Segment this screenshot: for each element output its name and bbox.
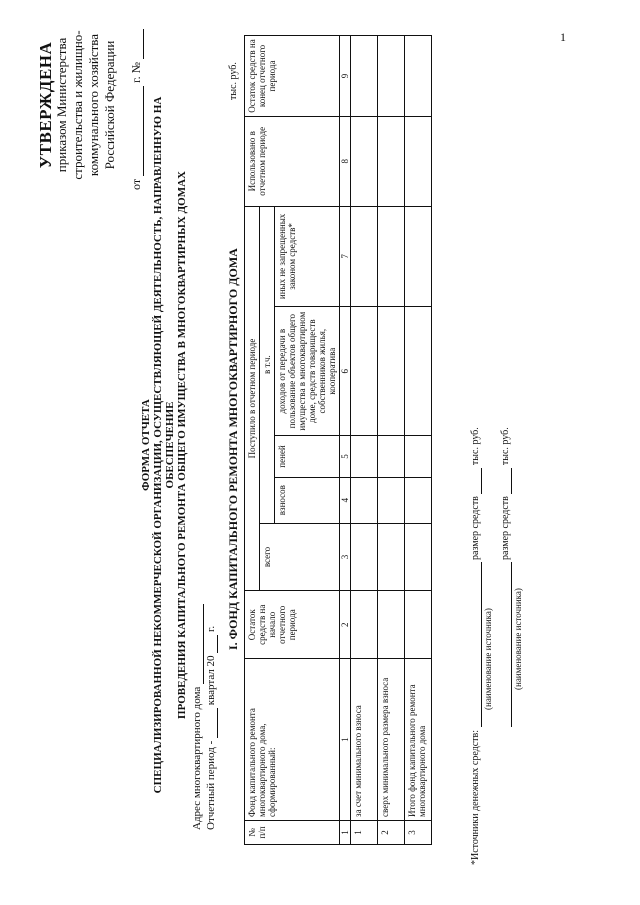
form-title-line-1: ФОРМА ОТЧЕТА xyxy=(140,399,152,491)
header-penalties: пеней xyxy=(275,436,340,478)
table-cell[interactable] xyxy=(378,116,405,206)
col-number: 1 xyxy=(340,820,351,844)
source-caption-2: (наименование источника) xyxy=(513,588,523,690)
units-label: тыс. руб. xyxy=(228,62,239,100)
amount-unit-2: тыс. руб. xyxy=(500,427,511,466)
year-blank[interactable] xyxy=(206,635,218,653)
table-cell[interactable] xyxy=(405,436,432,478)
address-label: Адрес многоквартирного дома xyxy=(191,686,203,830)
approval-line-1: приказом Министерства xyxy=(54,37,69,173)
col-number: 6 xyxy=(340,307,351,436)
row-no: 1 xyxy=(351,820,378,844)
row-no: 2 xyxy=(378,820,405,844)
row-no: 3 xyxy=(405,820,432,844)
col-number: 2 xyxy=(340,591,351,659)
header-income: доходов от передачи в пользование объектов общего имущества в многоквартирном доме, средств товариществ собственников жилья, кооператива xyxy=(275,307,340,436)
table-row xyxy=(378,36,405,845)
form-title xyxy=(140,75,188,815)
col-number: 7 xyxy=(340,206,351,307)
table-header-row-1 xyxy=(245,36,260,845)
table-cell[interactable] xyxy=(378,36,405,117)
capital-repair-fund-table xyxy=(244,35,432,845)
footnote-row-1 xyxy=(470,305,500,865)
approval-block xyxy=(38,20,144,190)
footnote-sources xyxy=(470,305,530,865)
form-title-line-3: ПРОВЕДЕНИЯ КАПИТАЛЬНОГО РЕМОНТА ОБЩЕГО ИМУЩЕСТВА В МНОГОКВАРТИРНЫХ ДОМАХ xyxy=(176,171,188,719)
table-cell[interactable] xyxy=(378,523,405,591)
amount-label-2: размер средств xyxy=(500,496,511,560)
approval-number-label: г. № xyxy=(129,61,143,83)
footnote-row-2 xyxy=(500,305,530,865)
header-total: всего xyxy=(260,523,340,591)
year-suffix: г. xyxy=(205,625,217,632)
header-received: Поступило в отчетном периоде xyxy=(245,206,260,591)
source-caption-1: (наименование источника) xyxy=(483,608,493,710)
approval-number-blank[interactable] xyxy=(143,29,144,59)
amount-blank-1[interactable] xyxy=(470,468,482,494)
table-cell[interactable] xyxy=(351,477,378,523)
table-column-numbers xyxy=(340,36,351,845)
approval-from-label: от xyxy=(129,178,143,190)
header-used: Использовано в отчетном периоде xyxy=(245,116,340,206)
table-cell[interactable] xyxy=(378,307,405,436)
table-cell[interactable] xyxy=(351,206,378,307)
header-fund: Фонд капитального ремонта многоквартирного дома, сформированный: xyxy=(245,659,340,821)
header-other: иных не запрещенных законом средств* xyxy=(275,206,340,307)
table-cell[interactable] xyxy=(378,206,405,307)
table-cell[interactable] xyxy=(405,591,432,659)
col-number: 4 xyxy=(340,477,351,523)
table-cell[interactable] xyxy=(351,591,378,659)
approval-heading: УТВЕРЖДЕНА xyxy=(36,41,55,169)
table-cell[interactable] xyxy=(405,523,432,591)
row-label: Итого фонд капитального ремонта многоквартирного дома xyxy=(405,659,432,821)
table-cell[interactable] xyxy=(351,307,378,436)
table-cell[interactable] xyxy=(351,523,378,591)
table-cell[interactable] xyxy=(378,591,405,659)
table-cell[interactable] xyxy=(405,116,432,206)
row-label: сверх минимального размера взноса xyxy=(378,659,405,821)
section-title: I. ФОНД КАПИТАЛЬНОГО РЕМОНТА МНОГОКВАРТИРНОГО ДОМА xyxy=(226,248,240,650)
amount-unit-1: тыс. руб. xyxy=(470,427,481,466)
table-cell[interactable] xyxy=(405,477,432,523)
header-including: в т.ч. xyxy=(260,206,275,523)
table-cell[interactable] xyxy=(378,436,405,478)
col-number: 8 xyxy=(340,116,351,206)
table-cell[interactable] xyxy=(405,36,432,117)
header-start-balance: Остаток средств на начало отчетного периода xyxy=(245,591,340,659)
quarter-label: квартал 20 xyxy=(205,655,217,706)
table-cell[interactable] xyxy=(378,477,405,523)
table-row xyxy=(405,36,432,845)
quarter-blank[interactable] xyxy=(206,708,218,738)
table-cell[interactable] xyxy=(405,206,432,307)
approval-line-4: Российской Федерации xyxy=(102,40,117,170)
table-cell[interactable] xyxy=(351,116,378,206)
approval-line-2: строительства и жилищно- xyxy=(70,30,85,180)
amount-blank-2[interactable] xyxy=(500,468,512,494)
page-number: 1 xyxy=(560,30,566,44)
address-block xyxy=(190,604,218,830)
table-cell[interactable] xyxy=(351,436,378,478)
form-title-line-2: СПЕЦИАЛИЗИРОВАННОЙ НЕКОММЕРЧЕСКОЙ ОРГАНИЗАЦИИ, ОСУЩЕСТВЛЯЮЩЕЙ ДЕЯТЕЛЬНОСТЬ, НАПРАВЛЕННУЮ НА ОБЕСПЕЧЕНИЕ xyxy=(152,96,176,794)
period-label: Отчетный период - xyxy=(205,740,217,830)
amount-label-1: размер средств xyxy=(470,496,481,560)
approval-line-3: коммунального хозяйства xyxy=(86,33,101,177)
row-label: за счет минимального взноса xyxy=(351,659,378,821)
table-cell[interactable] xyxy=(405,307,432,436)
source-blank-1[interactable] xyxy=(470,562,482,727)
source-blank-2[interactable] xyxy=(500,563,512,728)
col-number: 1 xyxy=(340,659,351,821)
footnote-label: *Источники денежных средств: xyxy=(470,729,481,865)
col-number: 9 xyxy=(340,36,351,117)
table-cell[interactable] xyxy=(351,36,378,117)
col-number: 3 xyxy=(340,523,351,591)
header-contributions: взносов xyxy=(275,477,340,523)
table-row xyxy=(351,36,378,845)
address-blank[interactable] xyxy=(192,604,204,684)
header-no: № п/п xyxy=(245,820,340,844)
col-number: 5 xyxy=(340,436,351,478)
header-end-balance: Остаток средств на конец отчетного периода xyxy=(245,36,340,117)
